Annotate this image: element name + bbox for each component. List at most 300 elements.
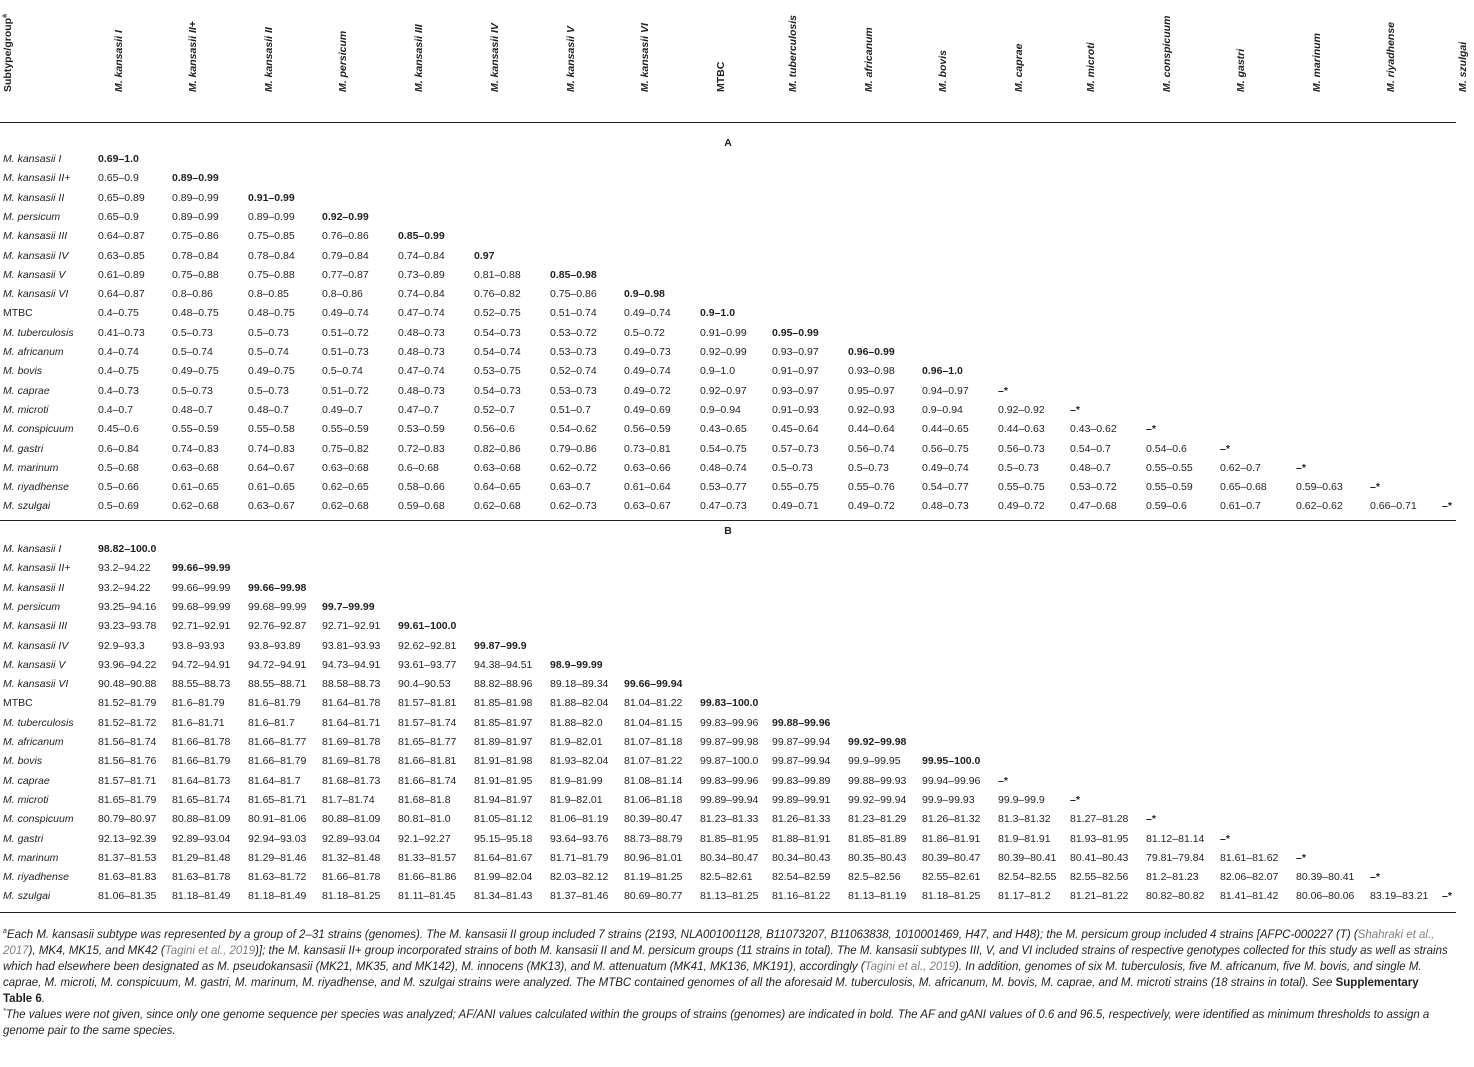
table-cell: 0.9–0.94 bbox=[700, 403, 741, 416]
table-cell: 0.6–0.84 bbox=[98, 442, 139, 455]
row-label: M. szulgai bbox=[3, 890, 51, 903]
table-cell: 81.68–81.73 bbox=[322, 774, 381, 787]
table-cell: 82.55–82.56 bbox=[1070, 871, 1129, 884]
footnote-a: $^a$Each M. kansasii subtype was represented by a group of 2–31 strains (genomes). The M. kansasii II group included 7 strains (2193, NLA001001128, B11073207, B11063838, 1010001469, H47, and H48); the M. persicum group included 4 strains [AFPC-000227 (T) (Shahraki et al., 2017), MK4, MK15, and MK42 (Tagini et al., 2019)]; the M. kansasii II+ group incorporated strains of both M. kansasii II and M. persicum groups (11 strains in total). The M. kansasii subtypes III, V, and VI included strains of respective genotypes collected for this study as well as strains which had elsewhere been designated as M. pseudokansasii (MK21, MK35, and MK142), M. innocens (MK13), and M. attenuatum (MK41, MK136, MK191), accordingly (Tagini et al., 2019). In addition, genomes of six M. tuberculosis, five M. africanum, five M. bovis, and single M. caprae, M. microti, M. conspicuum, M. gastri, M. marinum, M. riyadhense, and M. szulgai strains were analyzed. The MTBC contained genomes of all the aforesaid M. tuberculosis, M. africanum, M. bovis, M. caprae, and M. microti strains (18 strains in total). See Supplementary Table 6. bbox=[3, 928, 1448, 1005]
column-header-label: M. bovis bbox=[937, 49, 949, 92]
table-cell: 0.92–0.99 bbox=[700, 346, 747, 358]
table-cell: 0.93–0.98 bbox=[848, 365, 895, 378]
table-cell: 81.33–81.57 bbox=[398, 851, 457, 864]
table-cell: 81.88–82.0 bbox=[550, 716, 603, 729]
table-cell: 81.64–81.73 bbox=[172, 774, 231, 787]
table-cell: 0.63–0.66 bbox=[624, 461, 671, 474]
table-cell: 81.05–81.12 bbox=[474, 813, 533, 826]
table-cell: 0.49–0.72 bbox=[624, 384, 671, 397]
column-header-label: M. kansasii II+ bbox=[187, 21, 199, 92]
table-cell: 81.65–81.71 bbox=[248, 793, 307, 806]
table-cell: 81.21–81.22 bbox=[1070, 890, 1129, 903]
table-cell: 0.63–0.68 bbox=[322, 461, 369, 474]
table-cell: 0.52–0.75 bbox=[474, 307, 521, 320]
table-cell: 81.91–81.98 bbox=[474, 755, 533, 768]
table-cell: 81.13–81.19 bbox=[848, 890, 907, 903]
table-cell: 0.47–0.74 bbox=[398, 365, 445, 378]
table-row bbox=[0, 869, 1456, 888]
table-cell: 0.62–0.68 bbox=[172, 500, 219, 513]
table-row bbox=[0, 498, 1456, 517]
table-cell: 82.5–82.56 bbox=[848, 871, 901, 884]
table-cell: –* bbox=[1070, 403, 1080, 416]
table-cell: 0.54–0.7 bbox=[1070, 442, 1111, 455]
table-cell: 80.34–80.47 bbox=[700, 851, 759, 864]
table-row bbox=[0, 325, 1456, 344]
section-a-label: A bbox=[724, 137, 732, 149]
column-header-label: M. marinum bbox=[1311, 33, 1323, 92]
table-cell: 81.85–81.95 bbox=[700, 832, 759, 845]
row-label: M. caprae bbox=[3, 384, 50, 397]
table-cell: 0.48–0.73 bbox=[398, 326, 445, 339]
column-header bbox=[1308, 0, 1328, 122]
table-cell: 0.97 bbox=[474, 249, 495, 262]
table-row bbox=[0, 209, 1456, 228]
table-cell: 0.47–0.74 bbox=[398, 307, 445, 320]
row-label: M. riyadhense bbox=[3, 871, 69, 884]
table-cell: 99.87–99.94 bbox=[772, 736, 831, 748]
table-cell: 81.71–81.79 bbox=[550, 851, 609, 864]
table-cell: 0.53–0.72 bbox=[1070, 481, 1117, 494]
table-row bbox=[0, 151, 1456, 170]
table-row bbox=[0, 888, 1456, 907]
table-row bbox=[0, 618, 1456, 637]
table-cell: 0.63–0.67 bbox=[624, 500, 671, 513]
row-label: M. kansasii V bbox=[3, 658, 66, 671]
table-cell: 99.83–99.89 bbox=[772, 774, 831, 787]
table-cell: 92.89–93.04 bbox=[172, 832, 231, 845]
table-cell: 82.54–82.55 bbox=[998, 871, 1057, 884]
column-header bbox=[562, 0, 582, 122]
table-cell: 81.27–81.28 bbox=[1070, 813, 1129, 826]
table-row bbox=[0, 170, 1456, 189]
corner-header bbox=[0, 0, 20, 122]
table-cell: 0.44–0.65 bbox=[922, 423, 969, 436]
table-cell: 0.51–0.72 bbox=[322, 326, 369, 339]
table-cell: 0.49–0.75 bbox=[248, 365, 295, 378]
table-cell: 81.66–81.86 bbox=[398, 871, 457, 884]
table-row bbox=[0, 267, 1456, 286]
table-cell: 81.56–81.76 bbox=[98, 755, 157, 768]
table-cell: 0.59–0.63 bbox=[1296, 481, 1343, 494]
table-cell: 99.87–99.94 bbox=[772, 755, 831, 768]
table-cell: 0.54–0.6 bbox=[1146, 442, 1187, 455]
table-cell: 0.91–0.97 bbox=[772, 365, 819, 378]
table-cell: 92.62–92.81 bbox=[398, 639, 457, 652]
table-cell: 0.75–0.82 bbox=[322, 442, 369, 455]
table-cell: 81.9–82.01 bbox=[550, 736, 603, 748]
ref-link[interactable]: Shahraki et al., 2017 bbox=[3, 929, 1435, 957]
table-cell: 79.81–79.84 bbox=[1146, 851, 1205, 864]
table-cell: 0.62–0.73 bbox=[550, 500, 597, 513]
table-cell: 81.11–81.45 bbox=[398, 890, 456, 903]
row-label: M. kansasii I bbox=[3, 543, 62, 555]
table-cell: 81.18–81.25 bbox=[322, 890, 381, 903]
table-cell: 89.18–89.34 bbox=[550, 678, 609, 691]
table-cell: 0.64–0.87 bbox=[98, 230, 145, 243]
column-header-label: M. kansasii II bbox=[263, 27, 275, 92]
table-cell: 93.2–94.22 bbox=[98, 562, 151, 575]
table-cell: 0.92–0.92 bbox=[998, 403, 1045, 416]
table-cell: 93.64–93.76 bbox=[550, 832, 609, 845]
row-label: M. kansasii II+ bbox=[3, 172, 71, 185]
row-label: M. kansasii II bbox=[3, 581, 65, 594]
table-cell: 0.56–0.75 bbox=[922, 442, 969, 455]
ref-link[interactable]: Tagini et al., 2019 bbox=[864, 961, 956, 973]
table-cell: 0.48–0.73 bbox=[398, 346, 445, 358]
table-cell: 0.54–0.77 bbox=[922, 481, 969, 494]
table-cell: 81.64–81.67 bbox=[474, 851, 533, 864]
table-cell: 99.7–99.99 bbox=[322, 600, 375, 613]
table-cell: 81.17–81.2 bbox=[998, 890, 1051, 903]
table-row bbox=[0, 479, 1456, 498]
table-row bbox=[0, 831, 1456, 850]
table-cell: 0.94–0.97 bbox=[922, 384, 969, 397]
table-cell: 81.18–81.49 bbox=[248, 890, 307, 903]
table-cell: 99.87–99.9 bbox=[474, 639, 527, 652]
table-cell: 99.88–99.96 bbox=[772, 716, 831, 729]
table-cell: 81.93–82.04 bbox=[550, 755, 609, 768]
table-cell: 0.47–0.73 bbox=[700, 500, 747, 513]
column-header bbox=[334, 0, 354, 122]
column-header-label: M. riyadhense bbox=[1385, 21, 1397, 92]
row-label: M. kansasii III bbox=[3, 230, 68, 243]
table-cell: 81.23–81.33 bbox=[700, 813, 759, 826]
table-cell: 81.04–81.15 bbox=[624, 716, 683, 729]
table-cell: 81.37–81.53 bbox=[98, 851, 157, 864]
table-cell: 0.91–0.93 bbox=[772, 403, 819, 416]
table-cell: 0.91–0.99 bbox=[700, 326, 747, 339]
row-label: M. microti bbox=[3, 793, 49, 806]
table-cell: 93.61–93.77 bbox=[398, 658, 457, 671]
table-cell: 81.86–81.91 bbox=[922, 832, 981, 845]
table-cell: 0.54–0.75 bbox=[700, 442, 747, 455]
column-header-label: M. kansasii V bbox=[565, 26, 577, 92]
table-cell: 0.93–0.97 bbox=[772, 384, 819, 397]
table-cell: 0.72–0.83 bbox=[398, 442, 445, 455]
table-row bbox=[0, 460, 1456, 479]
table-cell: 0.89–0.99 bbox=[248, 210, 295, 223]
table-cell: 0.78–0.84 bbox=[248, 249, 295, 262]
table-cell: –* bbox=[1070, 793, 1080, 806]
table-cell: 0.75–0.85 bbox=[248, 230, 295, 243]
table-cell: 81.64–81.7 bbox=[248, 774, 301, 787]
table-cell: 81.65–81.74 bbox=[172, 793, 231, 806]
table-cell: 99.88–99.93 bbox=[848, 774, 907, 787]
table-cell: 80.39–80.47 bbox=[624, 813, 683, 826]
table-cell: 81.66–81.78 bbox=[322, 871, 381, 884]
table-row bbox=[0, 850, 1456, 869]
table-cell: 81.34–81.43 bbox=[474, 890, 533, 903]
table-cell: 0.93–0.97 bbox=[772, 346, 819, 358]
table-cell: 83.19–83.21 bbox=[1370, 890, 1429, 903]
table-row bbox=[0, 228, 1456, 247]
table-cell: 0.64–0.65 bbox=[474, 481, 521, 494]
table-cell: 81.69–81.78 bbox=[322, 736, 381, 748]
table-cell: 0.51–0.7 bbox=[550, 403, 591, 416]
table-cell: 94.38–94.51 bbox=[474, 658, 533, 671]
table-cell: 81.61–81.62 bbox=[1220, 851, 1279, 864]
table-cell: 0.54–0.74 bbox=[474, 346, 521, 358]
column-header bbox=[1082, 0, 1102, 122]
table-cell: –* bbox=[1442, 890, 1452, 903]
table-cell: 81.57–81.74 bbox=[398, 716, 457, 729]
table-cell: 0.75–0.88 bbox=[248, 268, 295, 281]
table-cell: 0.53–0.77 bbox=[700, 481, 747, 494]
column-header bbox=[260, 0, 280, 122]
table-cell: 94.72–94.91 bbox=[248, 658, 307, 671]
table-cell: 0.9–1.0 bbox=[700, 365, 736, 378]
table-cell: 0.8–0.86 bbox=[172, 288, 213, 301]
table-cell: 0.49–0.74 bbox=[922, 461, 969, 474]
table-cell: 88.55–88.71 bbox=[248, 678, 307, 691]
table-cell: 99.66–99.98 bbox=[248, 581, 307, 594]
table-cell: 80.69–80.77 bbox=[624, 890, 683, 903]
ref-link[interactable]: Tagini et al., 2019 bbox=[164, 945, 256, 957]
table-cell: 81.65–81.79 bbox=[98, 793, 157, 806]
column-header-label: M. tuberculosis bbox=[787, 14, 799, 92]
table-cell: 81.94–81.97 bbox=[474, 793, 533, 806]
table-cell: 0.44–0.64 bbox=[848, 423, 895, 436]
column-header bbox=[934, 0, 954, 122]
table-cell: 0.62–0.65 bbox=[322, 481, 369, 494]
table-cell: 0.92–0.97 bbox=[700, 384, 747, 397]
table-cell: 80.39–80.41 bbox=[1296, 871, 1355, 884]
table-cell: 0.5–0.68 bbox=[98, 461, 139, 474]
table-cell: 82.5–82.61 bbox=[700, 871, 753, 884]
table-cell: 0.95–0.99 bbox=[772, 326, 819, 339]
table-cell: 81.26–81.32 bbox=[922, 813, 981, 826]
table-cell: 81.06–81.35 bbox=[98, 890, 157, 903]
table-cell: 99.61–100.0 bbox=[398, 620, 457, 633]
row-label: M. kansasii IV bbox=[3, 249, 69, 262]
table-cell: –* bbox=[1370, 871, 1380, 884]
column-header-label: M. caprae bbox=[1013, 43, 1025, 92]
table-cell: 0.5–0.73 bbox=[848, 461, 889, 474]
table-cell: 81.9–81.99 bbox=[550, 774, 603, 787]
column-header bbox=[712, 0, 732, 122]
row-label: M. bovis bbox=[3, 365, 43, 378]
table-cell: 0.49–0.69 bbox=[624, 403, 671, 416]
table-cell: 0.4–0.7 bbox=[98, 403, 134, 416]
row-label: M. kansasii II+ bbox=[3, 562, 71, 575]
table-cell: 0.79–0.84 bbox=[322, 249, 369, 262]
table-cell: 0.6–0.68 bbox=[398, 461, 439, 474]
table-cell: 81.88–81.91 bbox=[772, 832, 831, 845]
row-label: M. kansasii VI bbox=[3, 678, 69, 691]
table-cell: 99.68–99.99 bbox=[172, 600, 231, 613]
table-cell: 0.78–0.84 bbox=[172, 249, 219, 262]
table-cell: 0.62–0.68 bbox=[322, 500, 369, 513]
table-cell: 93.81–93.93 bbox=[322, 639, 381, 652]
table-cell: 0.92–0.93 bbox=[848, 403, 895, 416]
table-row bbox=[0, 676, 1456, 695]
table-cell: 0.66–0.71 bbox=[1370, 500, 1417, 513]
row-label: M. szulgai bbox=[3, 500, 51, 513]
table-cell: 99.94–99.96 bbox=[922, 774, 981, 787]
table-cell: 81.16–81.22 bbox=[772, 890, 831, 903]
table-cell: 99.83–100.0 bbox=[700, 697, 759, 710]
table-cell: 94.72–94.91 bbox=[172, 658, 231, 671]
table-cell: 81.26–81.33 bbox=[772, 813, 831, 826]
table-cell: 92.9–93.3 bbox=[98, 639, 145, 652]
table-cell: 0.48–0.75 bbox=[172, 307, 219, 320]
table-cell: –* bbox=[1296, 851, 1306, 864]
table-cell: 81.52–81.72 bbox=[98, 716, 157, 729]
table-cell: 82.55–82.61 bbox=[922, 871, 981, 884]
table-cell: 82.03–82.12 bbox=[550, 871, 609, 884]
table-cell: 0.8–0.85 bbox=[248, 288, 289, 301]
table-cell: 0.49–0.71 bbox=[772, 500, 819, 513]
table-cell: 0.51–0.73 bbox=[322, 346, 369, 358]
table-cell: 81.66–81.74 bbox=[398, 774, 457, 787]
table-cell: 0.52–0.74 bbox=[550, 365, 597, 378]
row-label: M. africanum bbox=[3, 346, 64, 358]
table-row bbox=[0, 792, 1456, 811]
row-label: M. conspicuum bbox=[3, 423, 74, 436]
table-cell: 0.89–0.99 bbox=[172, 191, 219, 204]
table-cell: 0.5–0.73 bbox=[172, 326, 213, 339]
table-cell: 0.5–0.73 bbox=[248, 384, 289, 397]
table-cell: 82.06–82.07 bbox=[1220, 871, 1279, 884]
table-cell: 0.63–0.7 bbox=[550, 481, 591, 494]
table-cell: 0.96–1.0 bbox=[922, 365, 963, 378]
table-cell: 0.75–0.88 bbox=[172, 268, 219, 281]
section-b-label: B bbox=[724, 525, 732, 537]
column-header-label: M. kansasii VI bbox=[639, 23, 651, 92]
table-cell: 93.2–94.22 bbox=[98, 581, 151, 594]
table-cell: 81.56–81.74 bbox=[98, 736, 157, 748]
table-cell: 0.74–0.84 bbox=[398, 249, 445, 262]
column-header bbox=[1382, 0, 1402, 122]
table-cell: 80.81–81.0 bbox=[398, 813, 451, 826]
table-row bbox=[0, 541, 1456, 560]
corner-header-label: Subtype/group$^a$ bbox=[1, 14, 14, 92]
table-cell: 80.39–80.47 bbox=[922, 851, 981, 864]
row-label: M. bovis bbox=[3, 755, 43, 768]
table-cell: 0.75–0.86 bbox=[550, 288, 597, 301]
table-cell: 0.63–0.68 bbox=[172, 461, 219, 474]
table-cell: 81.18–81.25 bbox=[922, 890, 981, 903]
table-bottom-rule bbox=[0, 912, 1456, 913]
table-cell: 81.99–82.04 bbox=[474, 871, 533, 884]
table-cell: 81.63–81.72 bbox=[248, 871, 307, 884]
table-cell: 0.5–0.73 bbox=[248, 326, 289, 339]
table-cell: 0.47–0.68 bbox=[1070, 500, 1117, 513]
column-header-label: MTBC bbox=[715, 61, 727, 92]
table-cell: 0.89–0.99 bbox=[172, 172, 219, 185]
table-cell: 0.45–0.6 bbox=[98, 423, 139, 436]
table-cell: 81.13–81.25 bbox=[700, 890, 759, 903]
table-cell: 80.39–80.41 bbox=[998, 851, 1057, 864]
table-cell: 81.57–81.81 bbox=[398, 697, 457, 710]
table-cell: 81.6–81.79 bbox=[172, 697, 225, 710]
table-cell: 0.89–0.99 bbox=[172, 210, 219, 223]
table-cell: 90.4–90.53 bbox=[398, 678, 451, 691]
table-row bbox=[0, 560, 1456, 579]
table-cell: 0.82–0.86 bbox=[474, 442, 521, 455]
table-cell: 0.53–0.59 bbox=[398, 423, 445, 436]
table-cell: 80.96–81.01 bbox=[624, 851, 683, 864]
column-header bbox=[486, 0, 506, 122]
table-cell: 80.91–81.06 bbox=[248, 813, 307, 826]
table-cell: 0.9–0.98 bbox=[624, 288, 665, 301]
footnotes bbox=[3, 927, 1451, 1039]
table-cell: –* bbox=[1296, 461, 1306, 474]
table-cell: 0.48–0.73 bbox=[922, 500, 969, 513]
table-cell: 81.57–81.71 bbox=[98, 774, 157, 787]
table-cell: 0.74–0.83 bbox=[172, 442, 219, 455]
table-header bbox=[0, 0, 1469, 123]
table-cell: 0.51–0.74 bbox=[550, 307, 597, 320]
table-cell: 81.63–81.78 bbox=[172, 871, 231, 884]
column-header-label: M. szulgai bbox=[1457, 41, 1469, 92]
table-cell: 0.62–0.7 bbox=[1220, 461, 1261, 474]
table-row bbox=[0, 190, 1456, 209]
table-cell: 0.96–0.99 bbox=[848, 346, 895, 358]
table-cell: 93.8–93.93 bbox=[172, 639, 225, 652]
table-cell: 92.71–92.91 bbox=[172, 620, 231, 633]
table-cell: 0.56–0.6 bbox=[474, 423, 515, 436]
table-cell: 81.06–81.19 bbox=[550, 813, 609, 826]
table-cell: 0.54–0.73 bbox=[474, 384, 521, 397]
table-cell: 80.34–80.43 bbox=[772, 851, 831, 864]
table-cell: 0.5–0.73 bbox=[998, 461, 1039, 474]
table-cell: 0.55–0.75 bbox=[998, 481, 1045, 494]
table-cell: 0.63–0.68 bbox=[474, 461, 521, 474]
supplementary-link[interactable]: Supplementary Table 6 bbox=[3, 977, 1419, 1005]
table-cell: –* bbox=[1220, 442, 1230, 455]
table-cell: 0.43–0.65 bbox=[700, 423, 747, 436]
table-cell: 81.66–81.81 bbox=[398, 755, 457, 768]
section-divider bbox=[0, 520, 1456, 521]
table-cell: 0.73–0.89 bbox=[398, 268, 445, 281]
table-cell: 0.9–1.0 bbox=[700, 307, 736, 320]
table-cell: 0.74–0.83 bbox=[248, 442, 295, 455]
table-cell: 0.54–0.62 bbox=[550, 423, 597, 436]
table-row bbox=[0, 734, 1456, 753]
table-cell: 0.79–0.86 bbox=[550, 442, 597, 455]
table-cell: –* bbox=[1220, 832, 1230, 845]
table-cell: 99.92–99.94 bbox=[848, 793, 907, 806]
table-cell: 98.9–99.99 bbox=[550, 658, 603, 671]
table-cell: 80.35–80.43 bbox=[848, 851, 907, 864]
table-cell: 0.74–0.84 bbox=[398, 288, 445, 301]
table-cell: 81.07–81.22 bbox=[624, 755, 683, 768]
table-cell: 81.32–81.48 bbox=[322, 851, 381, 864]
column-header bbox=[184, 0, 204, 122]
table-cell: 0.63–0.85 bbox=[98, 249, 145, 262]
table-cell: 99.89–99.94 bbox=[700, 793, 759, 806]
table-cell: 99.95–100.0 bbox=[922, 755, 981, 768]
table-cell: 0.55–0.76 bbox=[848, 481, 895, 494]
table-cell: –* bbox=[1146, 423, 1156, 436]
column-header bbox=[1454, 0, 1474, 122]
table-cell: 0.8–0.86 bbox=[322, 288, 363, 301]
table-cell: 0.5–0.73 bbox=[772, 461, 813, 474]
table-cell: –* bbox=[1146, 813, 1156, 826]
table-cell: 0.59–0.68 bbox=[398, 500, 445, 513]
table-cell: 99.83–99.96 bbox=[700, 774, 759, 787]
table-cell: 93.25–94.16 bbox=[98, 600, 157, 613]
row-label: M. kansasii III bbox=[3, 620, 68, 633]
table-cell: 81.6–81.79 bbox=[248, 697, 301, 710]
table-cell: 0.48–0.74 bbox=[700, 461, 747, 474]
